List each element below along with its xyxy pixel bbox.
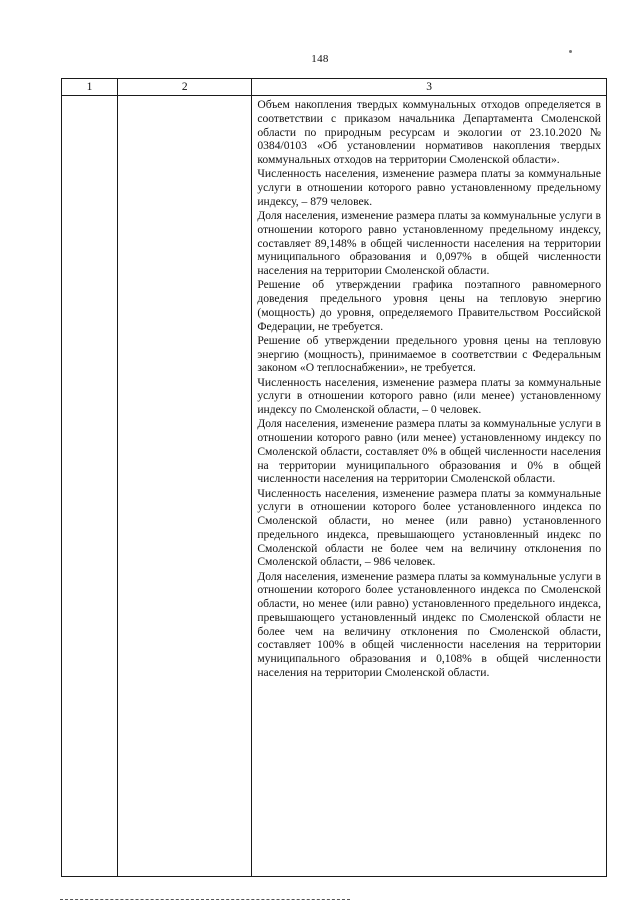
table-row [62,96,607,877]
scan-artifact [569,50,572,53]
paragraph-population-equal-or-less: Численность населения, изменение размера платы за коммунальные услуги в отношении которого равно (или менее) установленному индексу по Смоленской области, – 0 человек. [257,375,601,416]
paragraph-share-above-index: Доля населения, изменение размера платы за коммунальные услуги в отношении которого более установленного индекса по Смоленской области, но менее (или равно) установленного предельного индекса, превышающего установленный индекс по Смоленской области не более чем на величину отклонения по Смоленской области, составляет 100% в общей численности населения на территории муниципального образования и 0,108% в общей численности населения на территории Смоленской области. [257,569,601,679]
column-header-1: 1 [62,79,118,96]
table-cell-col3 [252,96,607,877]
table-header-row [62,79,607,96]
scan-bottom-edge [60,899,350,901]
paragraph-share-equal-limit: Доля населения, изменение размера платы за коммунальные услуги в отношении которого равно установленному предельному индексу, составляет 89,148% в общей численности населения на территории муниципального образования и 0,097% в общей численности населения на территории Смоленской области. [257,209,601,277]
page-number: 148 [311,53,329,65]
paragraph-waste-volume: Объем накопления твердых коммунальных отходов определяется в соответствии с приказом начальника Департамента Смоленской области по природным ресурсам и экологии от 23.10.2020 № 0384/0103 «Об установлении нормативов накопления твердых коммунальных отходов на территории Смоленской области». [257,98,601,166]
column-header-3: 3 [252,79,607,96]
paragraph-heat-price-schedule: Решение об утверждении графика поэтапного равномерного доведения предельного уровня цены на тепловую энергию (мощность) до уровня, определяемого Правительством Российской Федерации, не требуется. [257,278,601,333]
table-cell-col1 [62,96,118,877]
paragraph-population-equal-limit: Численность населения, изменение размера платы за коммунальные услуги в отношении которого равно установленному предельному индексу, – 879 человек. [257,167,601,208]
paragraph-share-equal-or-less: Доля населения, изменение размера платы за коммунальные услуги в отношении которого равно (или менее) установленному индексу по Смоленской области, составляет 0% в общей численности населения на территории муниципального образования и 0% в общей численности населения на территории Смоленской области. [257,417,601,486]
document-table [61,78,607,877]
paragraph-heat-price-limit: Решение об утверждении предельного уровня цены на тепловую энергию (мощность), принимаемое в соответствии с Федеральным законом «О теплоснабжении», не требуется. [257,333,601,375]
paragraph-population-above-index: Численность населения, изменение размера платы за коммунальные услуги в отношении которого более установленного индекса по Смоленской области, но менее (или равно) установленного предельного индекса, превышающего установленный индекс по Смоленской области не более чем на величину отклонения по Смоленской области, – 986 человек. [257,486,601,569]
table-cell-col2 [118,96,252,877]
column-header-2: 2 [118,79,252,96]
